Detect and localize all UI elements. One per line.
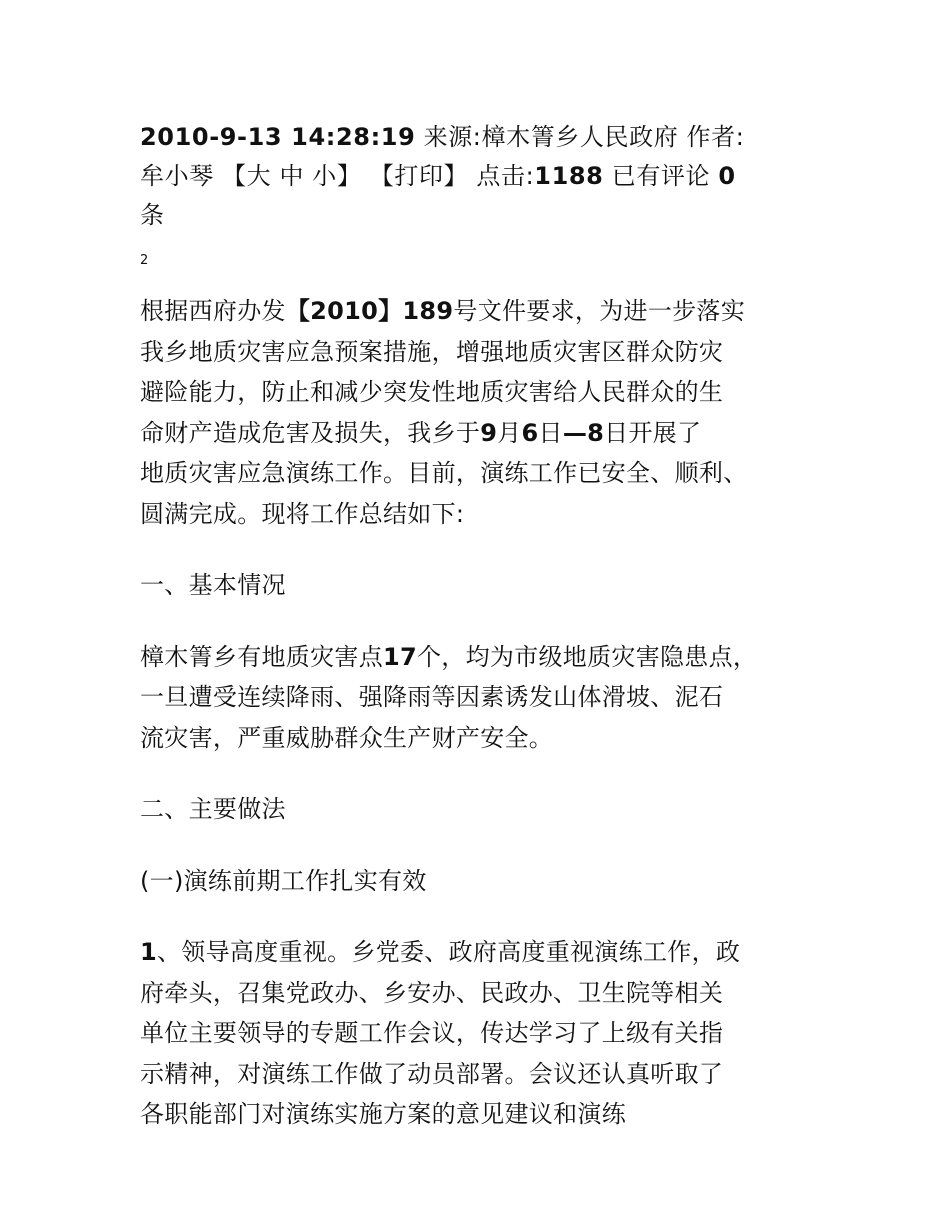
paragraph-line: 示精神，对演练工作做了动员部署。会议还认真听取了	[140, 1059, 724, 1088]
section-heading-methods: 二、主要做法	[140, 795, 286, 823]
hits-count: 1188	[534, 162, 604, 190]
paragraph-line: 命财产造成危害及损失，我乡于9月6日—8日开展了	[140, 418, 702, 447]
section-heading-basic: 一、基本情况	[140, 571, 286, 599]
subsection-heading: (一)演练前期工作扎实有效	[140, 866, 427, 895]
paragraph-line: 各职能部门对演练实施方案的意见建议和演练	[140, 1100, 626, 1128]
print-link[interactable]: 【打印】	[369, 162, 469, 190]
paragraph-line: 圆满完成。现将工作总结如下:	[140, 499, 465, 528]
paragraph-line: 根据西府办发【2010】189号文件要求，为进一步落实	[140, 297, 746, 325]
paragraph-line: 一旦遭受连续降雨、强降雨等因素诱发山体滑坡、泥石	[140, 683, 724, 711]
author-name: 牟小琴	[140, 162, 214, 190]
paragraph-line: 避险能力，防止和减少突发性地质灾害给人民群众的生	[140, 378, 724, 406]
author-label: 作者:	[686, 123, 745, 151]
page-number: 2	[140, 253, 149, 268]
comments-suffix: 条	[140, 201, 165, 229]
source-name: 樟木箐乡人民政府	[481, 123, 679, 151]
paragraph-line: 我乡地质灾害应急预案措施，增强地质灾害区群众防灾	[140, 337, 724, 366]
paragraph-line: 单位主要领导的专题工作会议，传达学习了上级有关指	[140, 1019, 724, 1047]
paragraph-line: 樟木箐乡有地质灾害点17个，均为市级地质灾害隐患点，	[140, 642, 758, 671]
intro-paragraph	[140, 291, 840, 534]
comments-count[interactable]: 0	[718, 162, 736, 190]
publish-date: 2010-9-13 14:28:19	[140, 123, 416, 151]
paragraph-line: 地质灾害应急演练工作。目前，演练工作已安全、顺利、	[140, 459, 748, 487]
paragraph-line: 府牵头，召集党政办、乡安办、民政办、卫生院等相关	[140, 978, 724, 1007]
situation-paragraph	[140, 637, 840, 759]
font-size-controls[interactable]: 【大 中 小】	[222, 162, 362, 190]
article-meta	[140, 118, 840, 235]
item-paragraph	[140, 932, 840, 1135]
source-label: 来源:	[423, 123, 482, 151]
paragraph-line: 1、领导高度重视。乡党委、政府高度重视演练工作，政	[140, 938, 741, 966]
comments-prefix: 已有评论	[611, 162, 711, 190]
document-page	[140, 118, 840, 1135]
paragraph-line: 流灾害，严重威胁群众生产财产安全。	[140, 723, 554, 752]
hits-label: 点击:	[476, 162, 535, 190]
